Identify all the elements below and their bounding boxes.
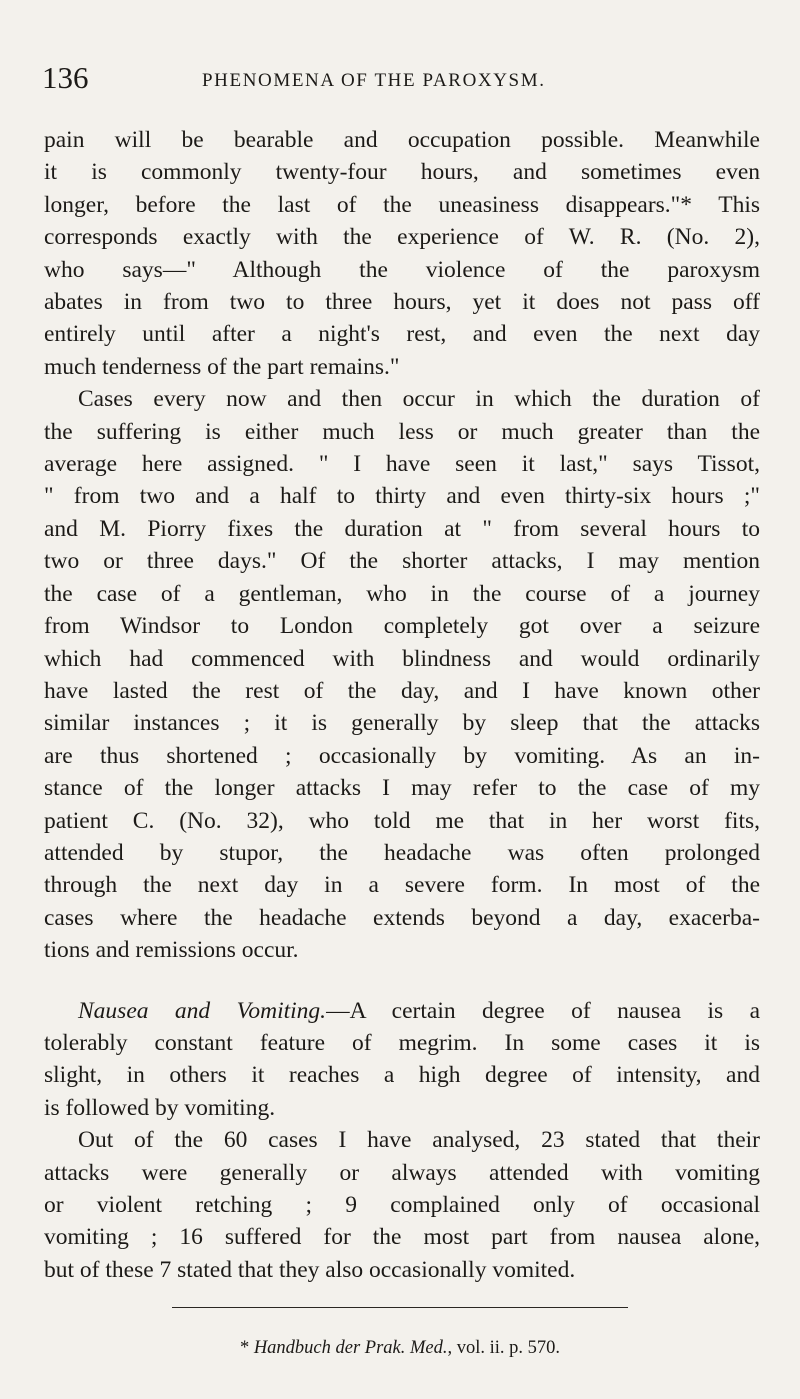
text-line: have lasted the rest of the day, and I have known other	[44, 677, 760, 704]
text-line: which had commenced with blindness and would ordinarily	[44, 645, 760, 672]
text-line: entirely until after a night's rest, and even the next day	[44, 321, 760, 348]
text-line: stance of the longer attacks I may refer to the case of my	[44, 775, 760, 802]
text-line: similar instances ; it is generally by sleep that the attacks	[44, 710, 760, 737]
text-line: the suffering is either much less or much greater than the	[44, 418, 760, 445]
text-line: patient C. (No. 32), who told me that in her worst fits,	[44, 807, 760, 834]
text-line: vomiting ; 16 suffered for the most part from nausea alone,	[44, 1224, 760, 1251]
text-line: the case of a gentleman, who in the course of a journey	[44, 580, 760, 607]
text-line: but of these 7 stated that they also occasionally vomited.	[44, 1256, 576, 1283]
footnote-rest: , vol. ii. p. 570.	[447, 1338, 561, 1358]
text-line: " from two and a half to thirty and even thirty-six hours ;"	[44, 483, 760, 510]
text-line: Out of the 60 cases I have analysed, 23 stated that their	[78, 1127, 760, 1154]
paragraph-4	[44, 1124, 760, 1286]
text-line: or violent retching ; 9 complained only of occasional	[44, 1192, 760, 1218]
text-line: and M. Piorry fixes the duration at " from several hours to	[44, 515, 760, 542]
text-line: slight, in others it reaches a high degree of intensity, and	[44, 1062, 760, 1089]
text-line: average here assigned. " I have seen it last," says Tissot,	[44, 451, 760, 478]
paragraph-2	[44, 383, 760, 966]
text-line: who says—" Although the violence of the paroxysm	[44, 256, 760, 283]
text-line: from Windsor to London completely got over a seizure	[44, 613, 760, 640]
page-header	[42, 60, 758, 100]
text-line: pain will be bearable and occupation possible. Meanwhile	[44, 127, 760, 153]
text-line: through the next day in a severe form. In most of the	[44, 872, 760, 899]
paragraph-3	[44, 995, 760, 1125]
page-number: 136	[42, 60, 89, 95]
text-line: longer, before the last of the uneasiness disappears."* This	[44, 191, 760, 218]
text-line: corresponds exactly with the experience of W. R. (No. 2),	[44, 224, 760, 251]
text-line: are thus shortened ; occasionally by vomiting. As an in-	[44, 742, 760, 769]
text-line: tolerably constant feature of megrim. In some cases it is	[44, 1029, 760, 1056]
text-line: it is commonly twenty-four hours, and sometimes even	[44, 159, 760, 186]
running-head: PHENOMENA OF THE PAROXYSM.	[202, 70, 546, 91]
footnote-source: Handbuch der Prak. Med.	[253, 1338, 448, 1358]
footnote	[0, 1338, 800, 1359]
body-text	[44, 124, 760, 1286]
text-line: abates in from two to three hours, yet it does not pass off	[44, 289, 760, 316]
paragraph-1	[44, 124, 760, 383]
text-line: attended by stupor, the headache was often prolonged	[44, 839, 760, 866]
text-run: —A certain degree of nausea is a	[326, 997, 760, 1024]
text-line: Cases every now and then occur in which the duration of	[78, 386, 760, 413]
section-heading: Nausea and Vomiting.	[78, 997, 327, 1024]
text-line: much tenderness of the part remains."	[44, 353, 400, 380]
text-line: cases where the headache extends beyond a day, exacerba-	[44, 904, 760, 931]
text-line: attacks were generally or always attended with vomiting	[44, 1159, 760, 1186]
footnote-rule	[172, 1307, 628, 1308]
footnote-marker: *	[239, 1338, 250, 1358]
text-line	[44, 995, 760, 1027]
text-line: is followed by vomiting.	[44, 1094, 276, 1121]
text-line: two or three days." Of the shorter attacks, I may mention	[44, 548, 760, 575]
text-line: tions and remissions occur.	[44, 937, 299, 964]
